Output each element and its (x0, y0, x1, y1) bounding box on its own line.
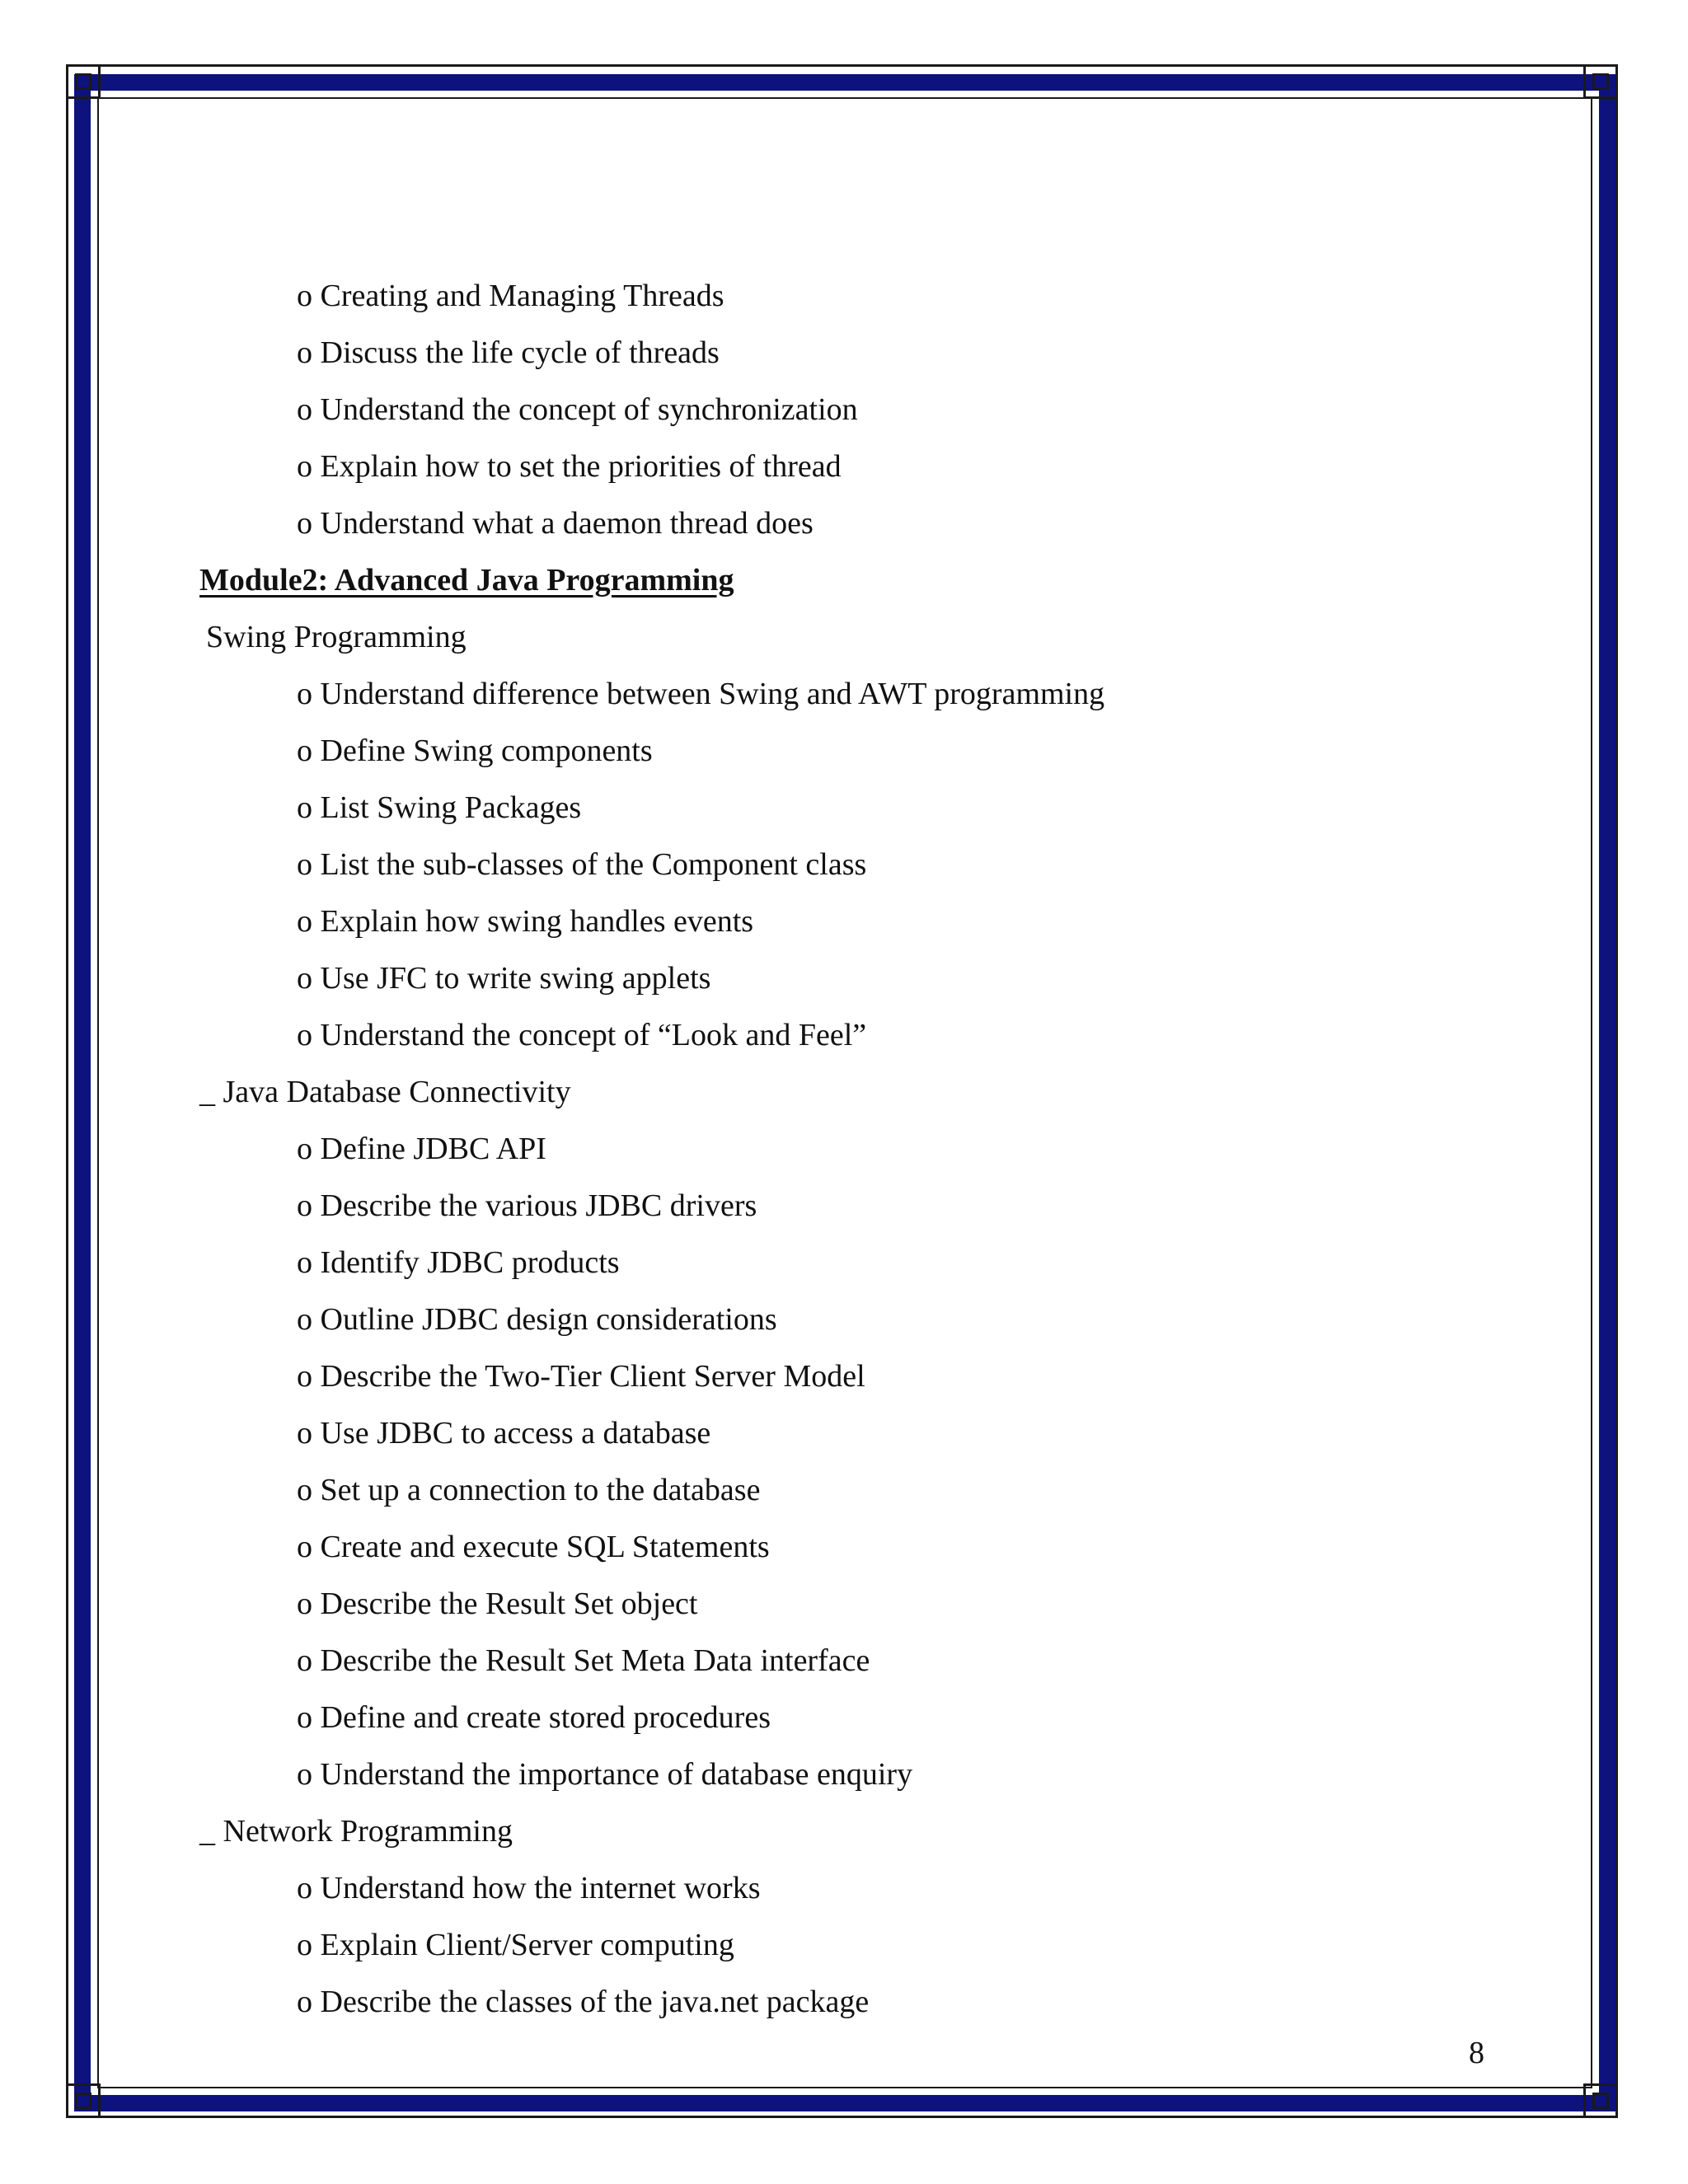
list-item: o Identify JDBC products (297, 1245, 620, 1280)
module-heading: Module2: Advanced Java Programming (199, 563, 734, 598)
list-item: o Outline JDBC design considerations (297, 1302, 777, 1337)
list-item: o Understand the concept of “Look and Feel” (297, 1018, 867, 1052)
list-item: o Define JDBC API (297, 1132, 546, 1166)
list-item: o Discuss the life cycle of threads (297, 335, 720, 370)
list-item: o Describe the Result Set object (297, 1586, 698, 1621)
section-heading-swing: Swing Programming (206, 620, 467, 654)
section-heading-network: _ Network Programming (199, 1814, 513, 1849)
list-item: o List the sub-classes of the Component class (297, 847, 867, 882)
list-item: o Explain how swing handles events (297, 904, 754, 939)
list-item: o Use JFC to write swing applets (297, 961, 711, 996)
list-item: o Define Swing components (297, 733, 653, 768)
list-item: o Understand the concept of synchronization (297, 392, 858, 427)
border-corner-ornament (1583, 2083, 1618, 2118)
border-corner-ornament (1583, 64, 1618, 99)
list-item: o Define and create stored procedures (297, 1700, 771, 1735)
list-item: o Explain how to set the priorities of thread (297, 449, 842, 484)
list-item: o Describe the classes of the java.net package (297, 1985, 870, 2019)
list-item: o Understand difference between Swing and AWT programming (297, 677, 1105, 711)
list-item: o Create and execute SQL Statements (297, 1530, 770, 1564)
list-item: o Describe the Result Set Meta Data interface (297, 1643, 870, 1678)
list-item: o Set up a connection to the database (297, 1473, 761, 1507)
list-item: o Explain Client/Server computing (297, 1928, 734, 1962)
list-item: o Understand the importance of database enquiry (297, 1757, 913, 1792)
list-item: o Understand what a daemon thread does (297, 506, 814, 541)
list-item: o Creating and Managing Threads (297, 279, 724, 313)
list-item: o List Swing Packages (297, 790, 582, 825)
list-item: o Use JDBC to access a database (297, 1416, 711, 1451)
page-number: 8 (1469, 2036, 1484, 2070)
list-item: o Understand how the internet works (297, 1871, 761, 1905)
list-item: o Describe the Two-Tier Client Server Model (297, 1359, 865, 1394)
border-corner-ornament (66, 64, 101, 99)
list-item: o Describe the various JDBC drivers (297, 1188, 757, 1223)
border-corner-ornament (66, 2083, 101, 2118)
section-heading-jdbc: _ Java Database Connectivity (199, 1075, 571, 1109)
